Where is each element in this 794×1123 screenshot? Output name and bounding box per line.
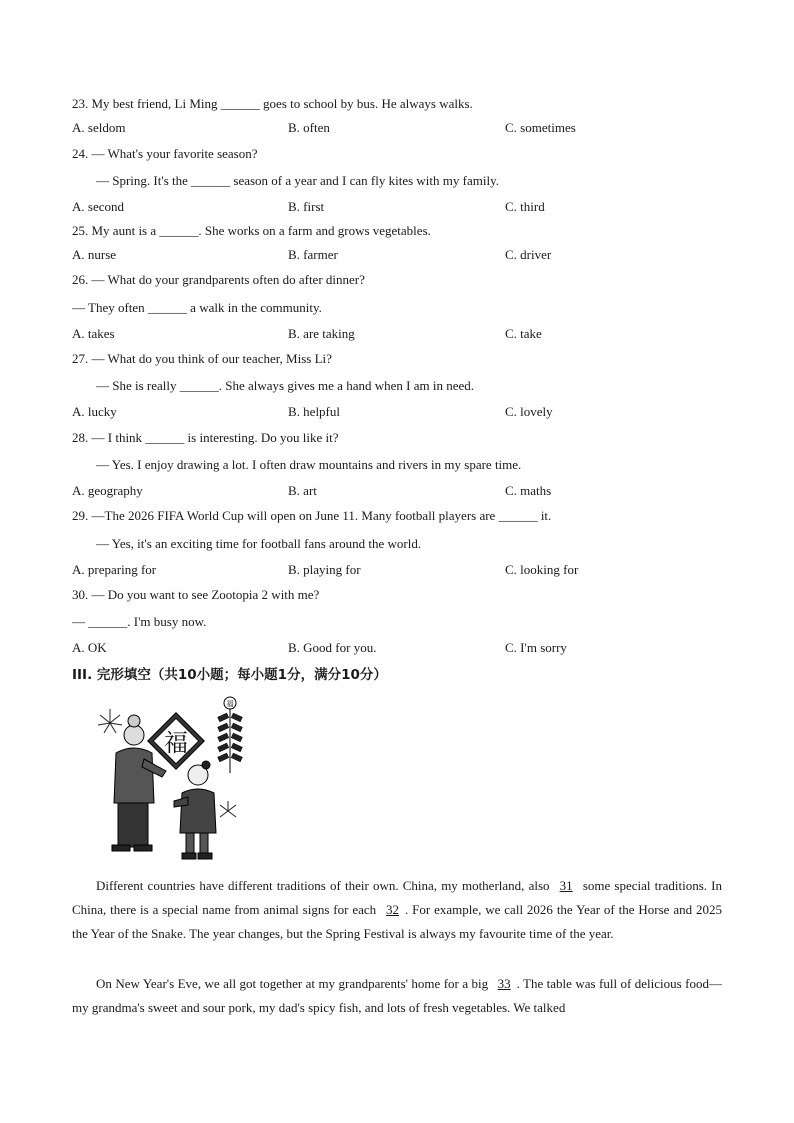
q24-option-a: A. second xyxy=(72,199,124,214)
question-28-stem: 28. — I think ______ is interesting. Do you like it? xyxy=(72,430,339,445)
question-28-reply: — Yes. I enjoy drawing a lot. I often draw mountains and rivers in my spare time. xyxy=(96,457,522,472)
question-24-reply: — Spring. It's the ______ season of a year and I can fly kites with my family. xyxy=(96,173,499,188)
q23-option-b: B. often xyxy=(288,120,330,135)
q23-option-c: C. sometimes xyxy=(505,120,576,135)
fireworks-icon xyxy=(98,709,122,733)
q26-option-c: C. take xyxy=(505,326,542,341)
firecracker-icon xyxy=(218,697,243,773)
blank-33[interactable]: 33 xyxy=(497,976,511,991)
svg-text:福: 福 xyxy=(226,700,234,708)
q26-option-a: A. takes xyxy=(72,326,115,341)
q28-option-a: A. geography xyxy=(72,483,143,498)
q28-option-c: C. maths xyxy=(505,483,552,498)
q25-option-a: A. nurse xyxy=(72,247,117,262)
q25-option-b: B. farmer xyxy=(288,247,338,262)
question-29-reply: — Yes, it's an exciting time for football fans around the world. xyxy=(96,536,422,551)
question-25-stem: 25. My aunt is a ______. She works on a farm and grows vegetables. xyxy=(72,223,431,238)
q27-option-c: C. lovely xyxy=(505,404,553,419)
q30-option-c: C. I'm sorry xyxy=(505,640,567,655)
question-24-stem: 24. — What's your favorite season? xyxy=(72,146,258,161)
q23-option-a: A. seldom xyxy=(72,120,126,135)
q27-option-b: B. helpful xyxy=(288,404,340,419)
question-30-reply: — ______. I'm busy now. xyxy=(72,614,207,629)
q26-option-b: B. are taking xyxy=(288,326,355,341)
q28-option-b: B. art xyxy=(288,483,317,498)
q30-option-a: A. OK xyxy=(72,640,107,655)
section-title: III. 完形填空（共10小题；每小题1分，满分10分） xyxy=(72,667,387,683)
question-23-stem: 23. My best friend, Li Ming ______ goes to school by bus. He always walks. xyxy=(72,96,473,111)
q29-option-c: C. looking for xyxy=(505,562,579,577)
question-26-reply: — They often ______ a walk in the community. xyxy=(72,300,322,315)
passage-paragraph-2: On New Year's Eve, we all got together at my grandparents' home for a big 33 . The table was full of delicious food—my grandma's sweet and sour pork, my dad's spicy fish, and lots of fresh vegetables. We talked xyxy=(72,972,722,1020)
child-figure xyxy=(174,761,216,859)
question-26-stem: 26. — What do your grandparents often do after dinner? xyxy=(72,272,365,287)
fu-sign-text: 福 xyxy=(164,729,188,757)
fu-sign xyxy=(148,713,205,770)
passage-paragraph-1: Different countries have different traditions of their own. China, my motherland, also 31 some special traditions. In China, there is a special name from animal signs for each 32 . For example, we call 2026 the Year of the Horse and 2025 the Year of the Snake. The year changes, but the Spring Festival is always my favourite time of the year. xyxy=(72,874,722,946)
q30-option-b: B. Good for you. xyxy=(288,640,377,655)
question-30-stem: 30. — Do you want to see Zootopia 2 with me? xyxy=(72,587,320,602)
question-27-stem: 27. — What do you think of our teacher, Miss Li? xyxy=(72,351,332,366)
q24-option-b: B. first xyxy=(288,199,325,214)
q24-option-c: C. third xyxy=(505,199,545,214)
blank-31[interactable]: 31 xyxy=(559,878,573,893)
blank-32[interactable]: 32 xyxy=(386,902,400,917)
q25-option-c: C. driver xyxy=(505,247,552,262)
q29-option-a: A. preparing for xyxy=(72,562,157,577)
question-29-stem: 29. —The 2026 FIFA World Cup will open on June 11. Many football players are ______ it. xyxy=(72,508,552,523)
q27-option-a: A. lucky xyxy=(72,404,117,419)
spring-festival-illustration xyxy=(96,693,246,868)
question-27-reply: — She is really ______. She always gives me a hand when I am in need. xyxy=(96,378,474,393)
q29-option-b: B. playing for xyxy=(288,562,361,577)
